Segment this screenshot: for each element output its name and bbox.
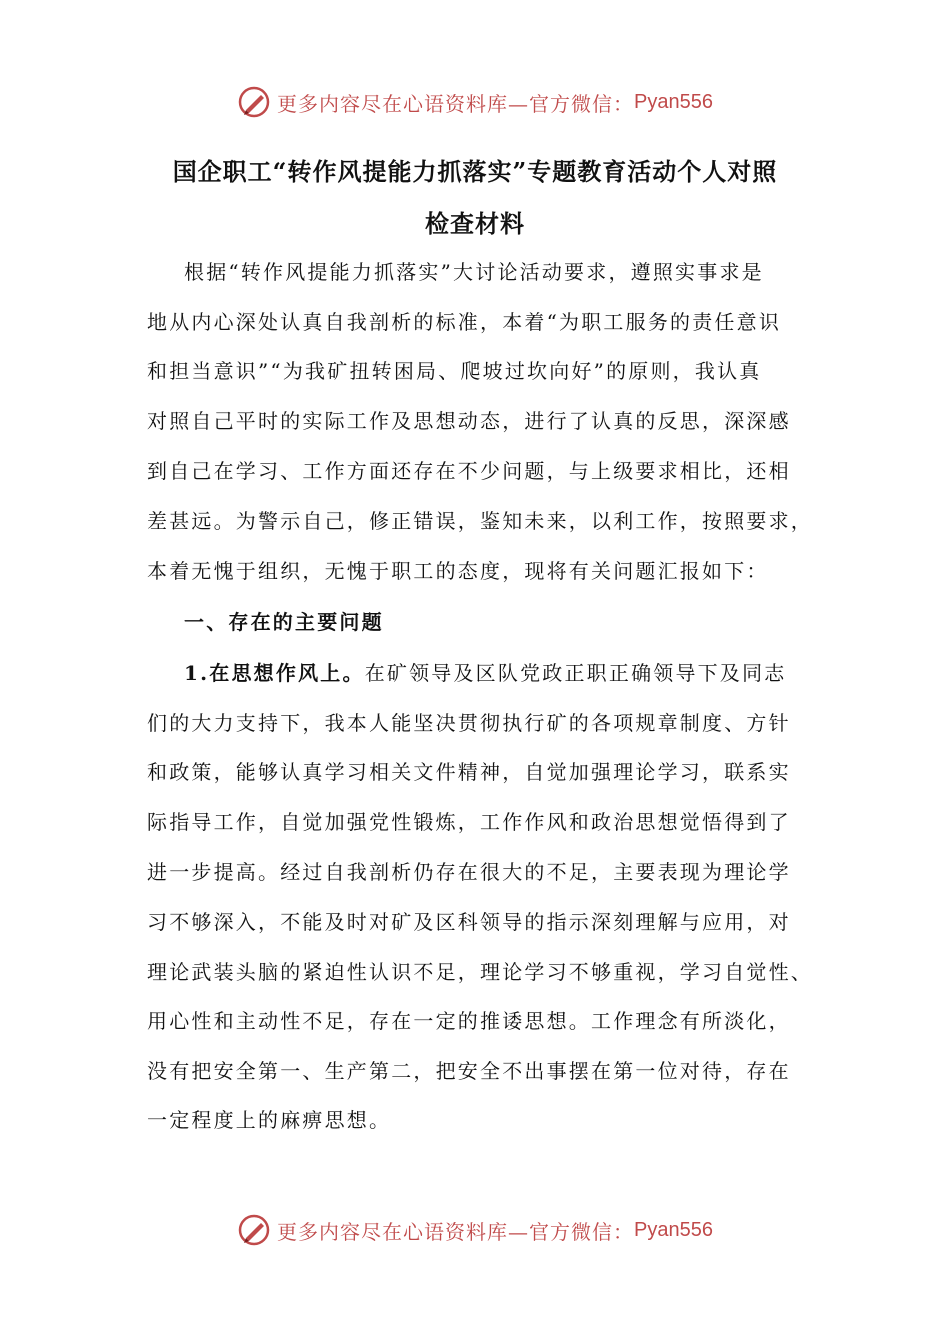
- paragraph-2-line: 理论武装头脑的紧迫性认识不足，理论学习不够重视，学习自觉性、: [147, 960, 813, 984]
- paragraph-2-line: 们的大力支持下，我本人能坚决贯彻执行矿的各项规章制度、方针: [147, 711, 791, 735]
- paragraph-2-line: 用心性和主动性不足，存在一定的推诿思想。工作理念有所淡化，: [147, 1009, 791, 1033]
- watermark-text: 更多内容尽在心语资料库—官方微信：: [277, 91, 635, 116]
- section-heading: 一、存在的主要问题: [184, 610, 384, 634]
- watermark-footer: [0, 1210, 950, 1250]
- paragraph-2-line: 习不够深入，不能及时对矿及区科领导的指示深刻理解与应用，对: [147, 910, 791, 934]
- paragraph-1-line: 和担当意识”“为我矿扭转困局、爬坡过坎向好”的原则，我认真: [147, 359, 762, 383]
- paragraph-2-first-rest: 在矿领导及区队党政正职正确领导下及同志: [364, 661, 787, 685]
- paragraph-2-lead: 1.在思想作风上。: [184, 661, 365, 685]
- paragraph-1-line: 对照自己平时的实际工作及思想动态，进行了认真的反思，深深感: [147, 409, 791, 433]
- paragraph-2-first-line: [184, 659, 787, 687]
- paragraph-1-line: 本着无愧于组织，无愧于职工的态度，现将有关问题汇报如下：: [147, 559, 769, 583]
- pen-logo-icon: [237, 1213, 271, 1247]
- paragraph-1-line: 地从内心深处认真自我剖析的标准，本着“为职工服务的责任意识: [147, 310, 782, 334]
- watermark-text: 更多内容尽在心语资料库—官方微信：: [277, 1219, 635, 1244]
- paragraph-2-line: 际指导工作，自觉加强党性锻炼，工作作风和政治思想觉悟得到了: [147, 810, 791, 834]
- watermark-header: [0, 82, 950, 122]
- paragraph-2-line: 没有把安全第一、生产第二，把安全不出事摆在第一位对待，存在: [147, 1059, 791, 1083]
- watermark-wechat-id: Pyan556: [634, 1218, 713, 1241]
- watermark-wechat-id: Pyan556: [634, 90, 713, 113]
- paragraph-2-line: 进一步提高。经过自我剖析仍存在很大的不足，主要表现为理论学: [147, 860, 791, 884]
- document-title-line-1: 国企职工“转作风提能力抓落实”专题教育活动个人对照: [172, 157, 778, 186]
- paragraph-2-line: 一定程度上的麻痹思想。: [147, 1108, 392, 1132]
- document-title-line-2: 检查材料: [425, 209, 525, 238]
- paragraph-2-line: 和政策，能够认真学习相关文件精神，自觉加强理论学习，联系实: [147, 760, 791, 784]
- paragraph-1-line: 差甚远。为警示自己，修正错误，鉴知未来，以利工作，按照要求，: [147, 509, 813, 533]
- paragraph-1-line: 根据“转作风提能力抓落实”大讨论活动要求，遵照实事求是: [184, 260, 764, 284]
- pen-logo-icon: [237, 85, 271, 119]
- paragraph-1-line: 到自己在学习、工作方面还存在不少问题，与上级要求相比，还相: [147, 459, 791, 483]
